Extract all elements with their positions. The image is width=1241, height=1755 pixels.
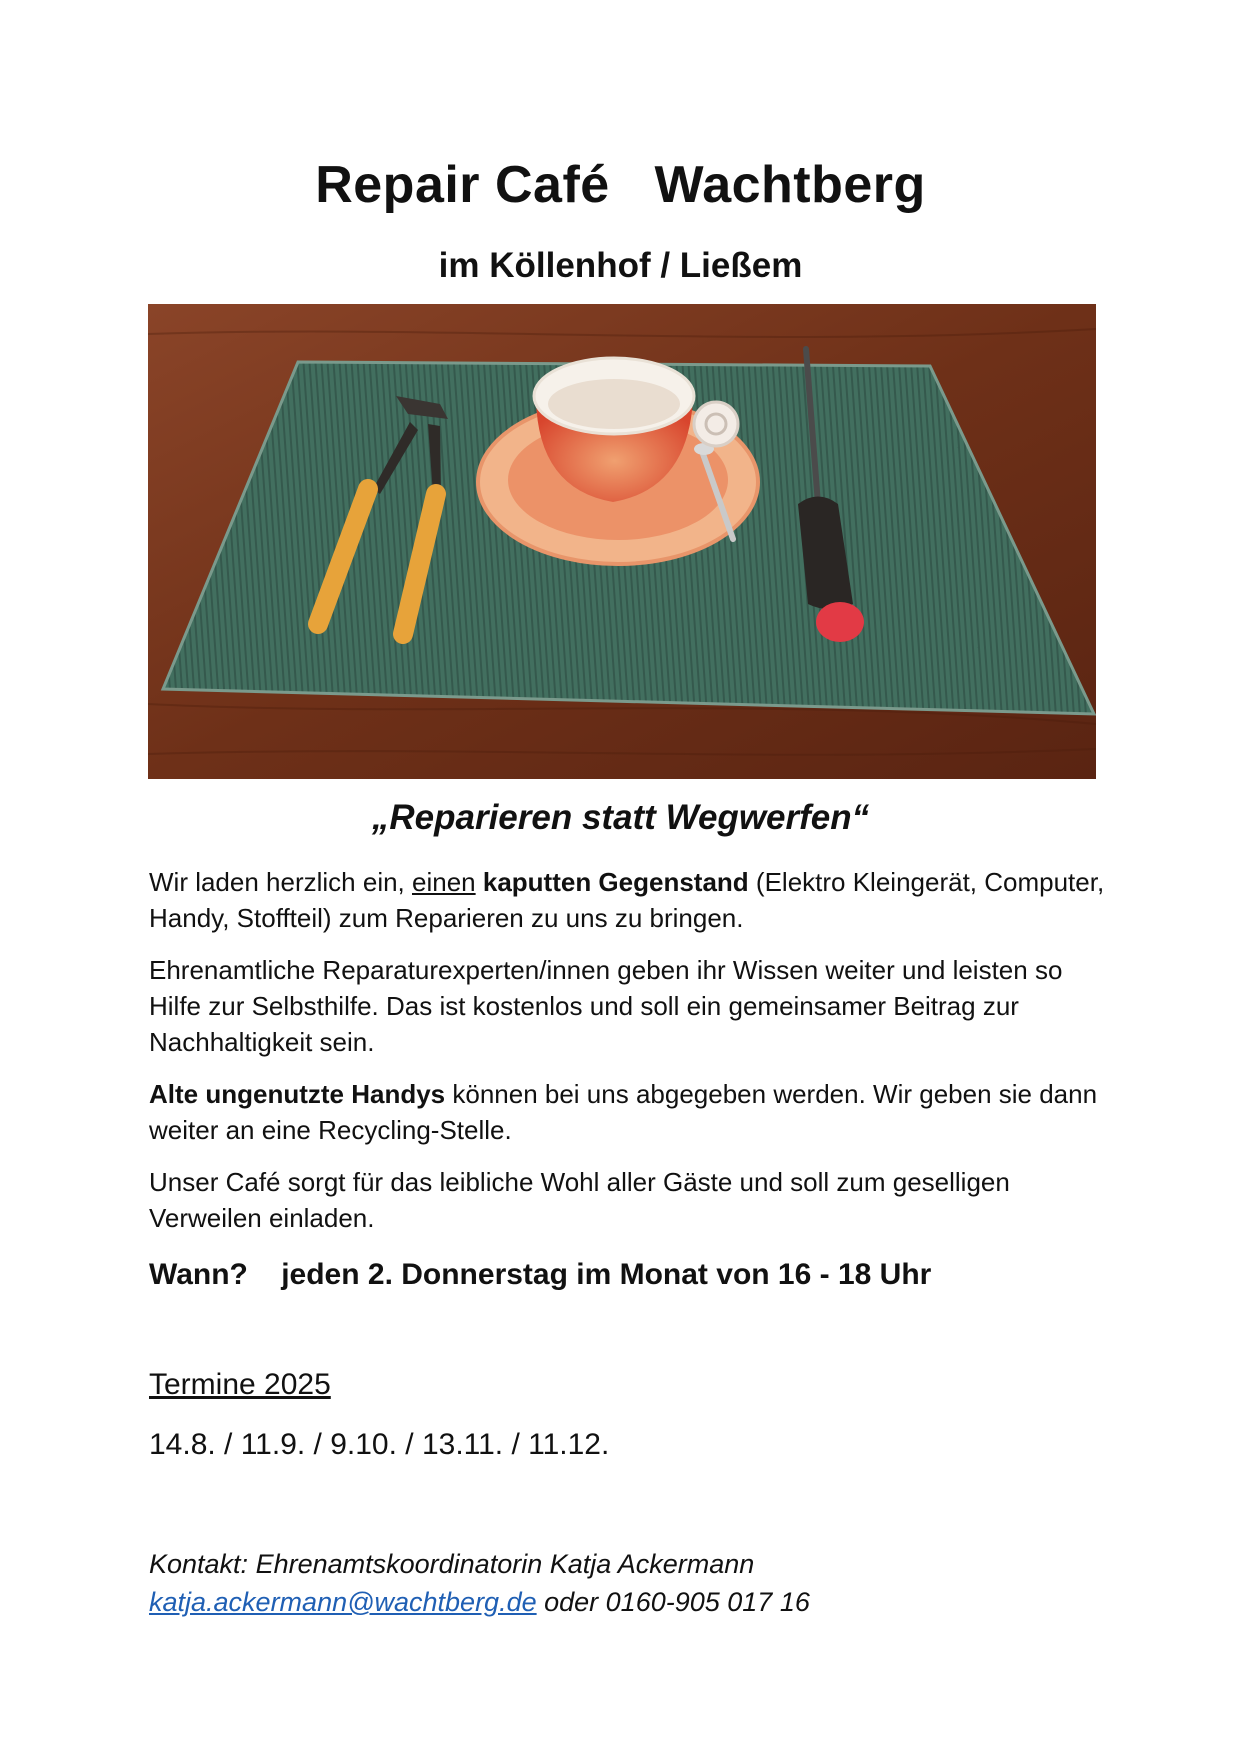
paragraph-invitation: [149, 864, 1109, 936]
when-line: Wann? jeden 2. Donnerstag im Monat von 16 - 18 Uhr: [149, 1258, 932, 1291]
paragraph-cafe: Unser Café sorgt für das leibliche Wohl aller Gäste und soll zum geselligen Verweilen einladen.: [149, 1167, 1010, 1233]
termine-dates: 14.8. / 11.9. / 9.10. / 13.11. / 11.12.: [149, 1428, 610, 1461]
p1-underlined: einen: [412, 867, 476, 897]
p1-text-end: (Elektro Kleingerät, Computer, Handy, Stoffteil) zum Reparieren zu uns zu bringen.: [149, 867, 1105, 933]
phone-text: oder 0160-905 017 16: [536, 1587, 810, 1617]
cafe-cup-tools-photo: [148, 304, 1096, 779]
cup-handle: [694, 402, 738, 446]
p1-space: [476, 867, 483, 897]
page-subtitle: im Köllenhof / Ließem: [438, 246, 803, 285]
page-title: Repair Café Wachtberg: [315, 156, 926, 214]
email-link[interactable]: katja.ackermann@wachtberg.de: [149, 1587, 537, 1617]
p3-bold: Alte ungenutzte Handys: [149, 1079, 446, 1109]
contact-line: Kontakt: Ehrenamtskoordinatorin Katja Ackermann: [149, 1549, 755, 1579]
p3-text: können bei uns abgegeben werden. Wir geben sie dann weiter an eine Recycling-Stelle.: [149, 1079, 1098, 1145]
paragraph-handys: [149, 1076, 1109, 1148]
slogan: „Reparieren statt Wegwerfen“: [371, 798, 870, 837]
paragraph-experts: Ehrenamtliche Reparaturexperten/innen geben ihr Wissen weiter und leisten so Hilfe zur Selbsthilfe. Das ist kostenlos und soll ein gemeinsamer Beitrag zur Nachhaltigkeit sein.: [149, 955, 1063, 1057]
p1-text: Wir laden herzlich ein,: [149, 867, 412, 897]
contact-email-line: [149, 1583, 810, 1621]
contact-block: [149, 1545, 810, 1621]
p1-bold: kaputten Gegenstand: [482, 867, 749, 897]
termine-heading: Termine 2025: [149, 1368, 331, 1401]
